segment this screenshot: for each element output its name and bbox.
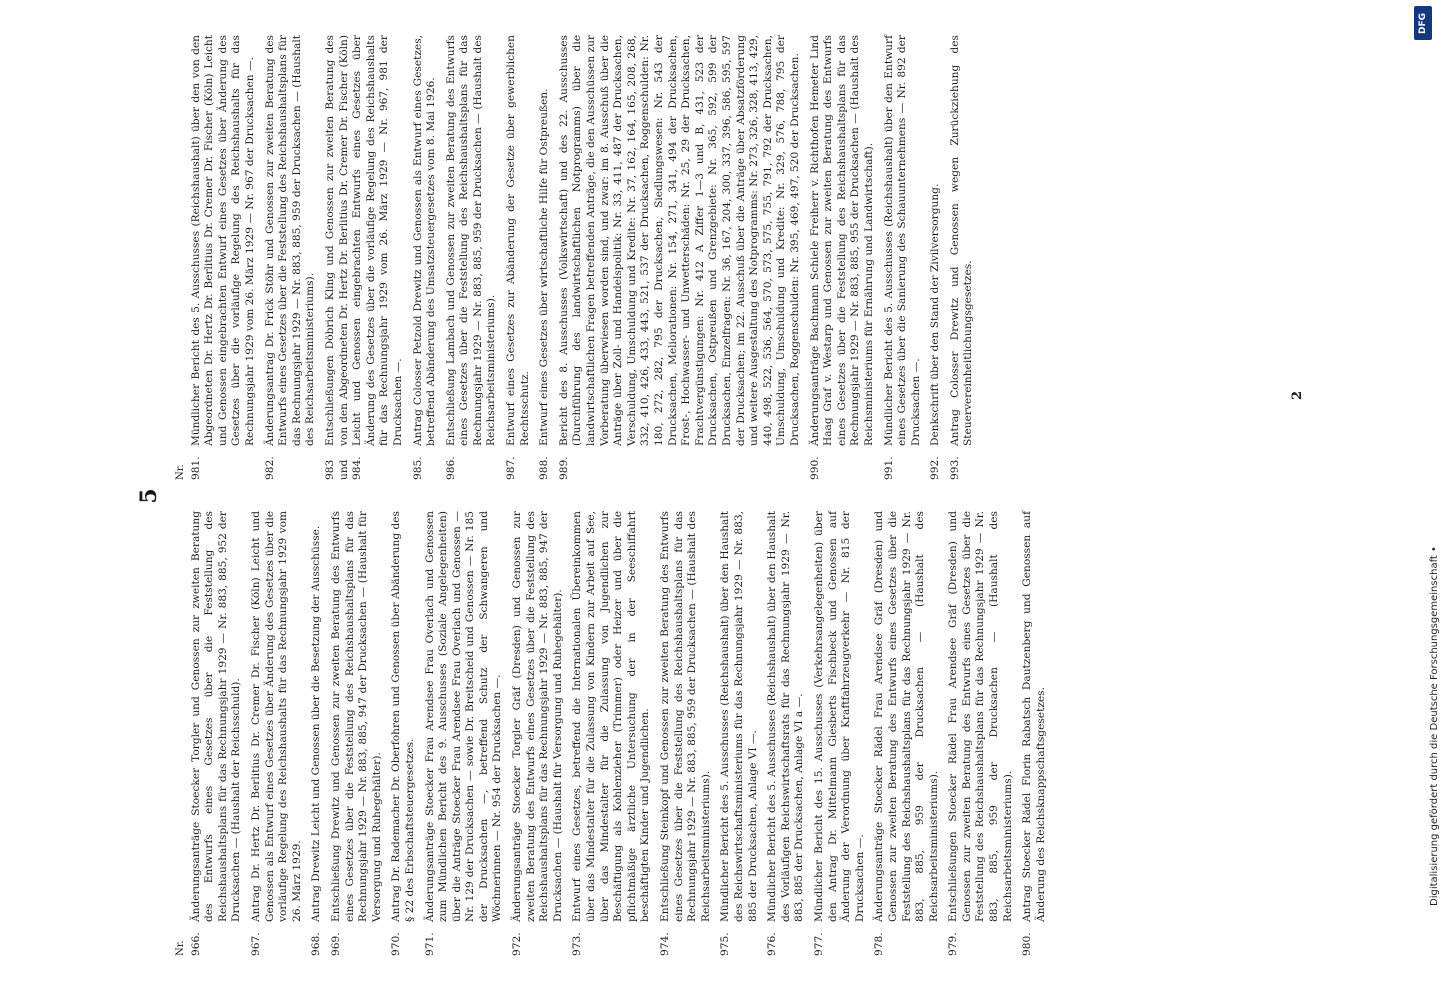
entry-number: 993. [948, 456, 961, 480]
document-entry [511, 511, 565, 956]
entry-text: Entschließung Lambach und Genossen zur zweiten Beratung des Entwurfs eines Gesetzes über die Feststellung des Reichshaushaltsplans für das Rechnungsjahr 1929 — Nr. 883, 885, 959 der Drucksachen — (Haushalt des Reichsarbeitsministeriums). [444, 35, 498, 446]
entry-text: Entschließung Drewitz und Genossen zur zweiten Beratung des Entwurfs eines Gesetzes über die Feststellung des Reichshaushaltsplans für das Rechnungsjahr 1929 — Nr. 883, 885, 947 der Drucksachen — (Haushalt für Versorgung und Ruhegehälter). [329, 511, 383, 922]
right-column [174, 35, 982, 480]
entry-text: Änderungsanträge Bachmann Schiele Freiherr v. Richthofen Hemeter Lind Haag Graf v. Westarp und Genossen zur zweiten Beratung des Entwurfs eines Gesetzes über die Feststellung des Reichshaushaltsplans für das Rechnungsjahr 1929 — Nr. 883, 885, 955 der Drucksachen — (Haushalt des Reichsministeriums für Ernährung und Landwirtschaft). [808, 35, 875, 446]
entry-number: 991. [882, 456, 895, 480]
entry-text: Änderungsanträge Stoecker Frau Arendsee Frau Overlach und Genossen zum Mündlichen Bericht des 9. Ausschusses (Soziale Angelegenheiten) über die Anträge Stoecker Frau Arendsee Frau Overlach und Genossen — Nr. 129 der Drucksachen — sowie Dr. Breitscheid und Genossen — Nr. 185 der Drucksachen —, betreffend Schutz der Schwangeren und Wöchnerinnen — Nr. 954 der Drucksachen —. [423, 511, 504, 922]
entry-number: 989. [557, 456, 570, 480]
entry-number: 968. [310, 932, 323, 956]
document-entry [929, 35, 943, 480]
column-header: Nr. [175, 464, 186, 480]
entry-text: Mündlicher Bericht des 15. Ausschusses (Verkehrsangelegenheiten) über den Antrag Dr. Mittelmann Giesberts Fischbeck und Genossen auf Änderung der Verordnung über Kraftfahrzeugverkehr — Nr. 815 der Drucksachen —. [812, 511, 866, 922]
entry-number: 969. [329, 932, 342, 956]
document-entry [947, 511, 1015, 956]
entry-number: 974. [659, 932, 671, 956]
dfg-logo: DFG [1414, 6, 1432, 40]
entry-text: Mündlicher Bericht des 5. Ausschusses (Reichshaushalt) über den Entwurf eines Gesetzes über die Sanierung des Schauunternehmens — Nr. 892 der Drucksachen —. [882, 35, 922, 446]
entry-text: Entwurf eines Gesetzes zur Abänderung der Gesetze über gewerblichen Rechtsschutz. [505, 35, 531, 446]
entry-text: Entschließungen Döbrich Kling und Genossen zur zweiten Beratung des von den Abgeordneten Dr. Hertz Dr. Berlitius Dr. Cremer Dr. Fischer (Köln) Leicht und Genossen eingebrachten Entwurfs eines Gesetzes über Änderung des Gesetzes über die vorläufige Regelung des Reichshaushalts für das Rechnungsjahr 1929 vom 26. März 1929 — Nr. 967, 981 der Drucksachen —. [323, 35, 404, 446]
entry-text: Denkschrift über den Stand der Zivilversorgung. [929, 183, 942, 446]
document-entry [250, 511, 304, 956]
document-entry [390, 511, 417, 956]
entry-text: Antrag Dr. Hertz Dr. Berlitius Dr. Cremer Dr. Fischer (Köln) Leicht und Genossen als Entwurf eines Gesetzes über Änderung des Gesetzes über die vorläufige Regelung des Reichshaushalts für das Rechnungsjahr 1929 vom 26. März 1929. [249, 511, 303, 922]
document-entry [330, 511, 384, 956]
entry-text: Entschließungen Stoecker Rädel Frau Arendsee Gräf (Dresden) und Genossen zur zweiten Beratung des Entwurfs eines Gesetzes über die Feststellung des Reichshaushaltsplans für das Rechnungsjahr 1929 — Nr. 883, 885, 959 der Drucksachen — (Haushalt des Reichsarbeitsministeriums). [947, 511, 1014, 922]
entry-number: 972. [511, 932, 524, 956]
entry-text: Änderungsanträge Stoecker Rädel Frau Arendsee Gräf (Dresden) und Genossen zur zweiten Beratung des Entwurfs eines Gesetzes über die Feststellung des Reichshaushaltsplans für das Rechnungsjahr 1929 — Nr. 883, 885, 959 der Drucksachen — (Haushalt des Reichsarbeitsministeriums). [873, 511, 940, 922]
entry-text: Bericht des 8. Ausschusses (Volkswirtschaft) und des 22. Ausschusses (Durchführung des landwirtschaftlichen Notprogramms) über die landwirtschaftlichen Fragen betreffenden Anträge, die den Ausschüssen zur Vorberatung überwiesen worden sind, und zwar: im 8. Ausschuß über die Anträge über Zoll- und Handelspolitik: Nr. 33, 411, 487 der Drucksachen, Verschuldung, Umschuldung und Kredite: Nr. 37, 162, 164, 165, 208, 268, 332, 410, 426, 433, 443, 521, 537 der Drucksachen, Roggenschulden: Nr. 180, 272, 282, 795 der Drucksachen, Siedlungswesen: Nr. 543 der Drucksachen, Meliorationen: Nr. 154, 271, 341, 494 der Drucksachen, Frost-, Hochwasser- und Unwetterschäden: Nr. 25, 29 der Drucksachen, Frachtvergünstigungen: Nr. 412 A Ziffer 1—3 und B, 431, 523 der Drucksachen, Ostpreußen und Grenzgebiete: Nr. 365, 592, 599 der Drucksachen, Einzelfragen: Nr. 36, 167, 204, 300, 337, 396, 586, 595, 597 der Drucksachen; im 22. Ausschuß über die Anträge über Absatzförderung und weitere Ausgestaltung des Notprogramms: Nr. 273, 326, 328, 413, 429, 440, 498, 522, 536, 564, 570, 573, 575, 755, 791, 792 der Drucksachen, Umschuldung, Umschuldung und Kredite: Nr. 329, 576, 788, 795 der Drucksachen, Roggenschulden: Nr. 395, 469, 497, 520 der Drucksachen. [557, 35, 801, 446]
entry-number: 990. [808, 456, 821, 480]
entry-number: 980. [1021, 932, 1034, 956]
document-entry [538, 35, 552, 480]
entry-number: 986. [444, 456, 457, 480]
document-entry [766, 511, 807, 956]
entry-text: Antrag Stoecker Rädel Florin Rabatsch Dautzenberg und Genossen auf Änderung des Reichsknappschaftsgesetzes. [1021, 511, 1047, 922]
document-entry [310, 511, 324, 956]
entry-number: 982. [263, 456, 276, 480]
entry-text: Antrag Colosser Petzold Drewitz und Genossen als Entwurf eines Gesetzes, betreffend Abänderung des Umsatzsteuergesetzes vom 8. Mai 1926. [411, 35, 438, 446]
document-entry [505, 35, 532, 480]
entry-text: Mündlicher Bericht des 5. Ausschusses (Reichshaushalt) über den von den Abgeordneten Dr. Hertz Dr. Berlitius Dr. Cremer Dr. Fischer (Köln) Leicht und Genossen eingebrachten Entwurf eines Gesetzes über Änderung des Gesetzes über die vorläufige Regelung des Reichshaushalts für das Rechnungsjahr 1929 vom 26. März 1929 — Nr. 967 der Drucksachen —. [189, 35, 256, 446]
entry-number: 975. [719, 932, 732, 956]
document-entry [813, 511, 867, 956]
page-number: 5 [136, 488, 162, 504]
entry-number: 966. [189, 932, 202, 956]
entry-number: 987. [505, 456, 518, 480]
document-entry [190, 35, 258, 480]
document-entry [883, 35, 924, 480]
document-entry [558, 35, 803, 480]
rotated-sheet [130, 0, 1310, 1000]
footer-page-number: 2 [1290, 390, 1305, 400]
document-entry [324, 35, 406, 480]
credit-text: Digitalisierung gefördert durch die Deutsche Forschungsgemeinschaft • [1429, 546, 1440, 906]
document-entry [412, 35, 439, 480]
digitization-credit [1408, 6, 1440, 996]
entry-text: Änderungsantrag Dr. Frick Stöhr und Genossen zur zweiten Beratung des Entwurfs eines Gesetzes über die Feststellung des Reichshaushaltsplans für das Rechnungsjahr 1929 — Nr. 883, 885, 959 der Drucksachen — (Haushalt des Reichsarbeitsministeriums). [263, 35, 317, 446]
entry-text: Mündlicher Bericht des 5. Ausschusses (Reichshaushalt) über den Haushalt des Vorläufigen Reichswirtschaftsrats für das Rechnungsjahr 1929 — Nr. 883, 885 der Drucksachen, Anlage VI a —. [766, 511, 806, 922]
entry-text: Entschließung Steinkopf und Genossen zur zweiten Beratung des Entwurfs eines Gesetzes über die Feststellung des Reichshaushaltsplans für das Rechnungsjahr 1929 — Nr. 883, 885, 959 der Drucksachen — (Haushalt des Reichsarbeitsministeriums). [659, 511, 712, 922]
entry-text: Änderungsanträge Stoecker Torgler Gräf (Dresden) und Genossen zur zweiten Beratung des Entwurfs eines Gesetzes über die Feststellung des Reichshaushaltsplans für das Rechnungsjahr 1929 — Nr. 883, 885, 947 der Drucksachen — (Haushalt für Versorgung und Ruhegehälter). [511, 511, 564, 922]
document-entry [424, 511, 506, 956]
entry-number: 967. [249, 932, 262, 956]
entry-number: 978. [873, 932, 886, 956]
entry-number: 983 und 984. [323, 456, 364, 480]
entry-number: 970. [390, 932, 403, 956]
entry-text: Antrag Drewitz Leicht und Genossen über die Besetzung der Ausschüsse. [310, 525, 323, 922]
entry-text: Mündlicher Bericht des 5. Ausschusses (Reichshaushalt) über den Haushalt des Reichswirtschaftsministeriums für das Rechnungsjahr 1929 — Nr. 883, 885 der Drucksachen, Anlage VI —. [719, 511, 759, 922]
document-entry [809, 35, 877, 480]
entry-text: Änderungsanträge Stoecker Torgler und Genossen zur zweiten Beratung des Entwurfs eines Gesetzes über die Feststellung des Reichshaushaltsplans für das Rechnungsjahr 1929 — Nr. 883, 885, 952 der Drucksachen — (Haushalt der Reichsschuld). [189, 511, 243, 922]
document-entry [873, 511, 941, 956]
entry-number: 985. [411, 456, 424, 480]
entry-number: 992. [929, 456, 942, 480]
document-entry [571, 511, 653, 956]
entry-number: 981. [189, 456, 202, 480]
left-column [174, 511, 1054, 956]
entry-number: 973. [571, 932, 584, 956]
entry-number: 971. [423, 932, 436, 956]
entry-text: Entwurf eines Gesetzes über wirtschaftliche Hilfe für Ostpreußen. [538, 88, 551, 446]
entry-text: Entwurf eines Gesetzes, betreffend die Internationalen Übereinkommen über das Mindestalter für die Zulassung von Kindern zur Arbeit auf See, über das Mindestalter für die Zulassung von Jugendlichen zur Beschäftigung als Kohlenzieher (Trimmer) oder Heizer und über die pflichtmäßige ärztliche Untersuchung der in der Seeschiffahrt beschäftigten Kinder und Jugendlichen. [571, 511, 652, 922]
document-entry [659, 511, 713, 956]
document-entry [1021, 511, 1048, 956]
entry-number: 977. [812, 932, 825, 956]
document-entry [264, 35, 318, 480]
entry-text: Antrag Colosser Drewitz und Genossen wegen Zurückziehung des Steuervereinheitlichungsgesetzes. [948, 35, 975, 446]
entry-number: 979. [947, 932, 960, 956]
document-entry [719, 511, 760, 956]
document-entry [949, 35, 976, 480]
entry-number: 988. [538, 456, 551, 480]
document-entry [190, 511, 244, 956]
document-entry [445, 35, 499, 480]
column-header: Nr. [175, 940, 186, 956]
entry-number: 976. [766, 932, 779, 956]
entry-text: Antrag Dr. Rademacher Dr. Oberfohren und Genossen über Abänderung des § 22 des Erbschaftsteuergesetzes. [390, 511, 416, 922]
